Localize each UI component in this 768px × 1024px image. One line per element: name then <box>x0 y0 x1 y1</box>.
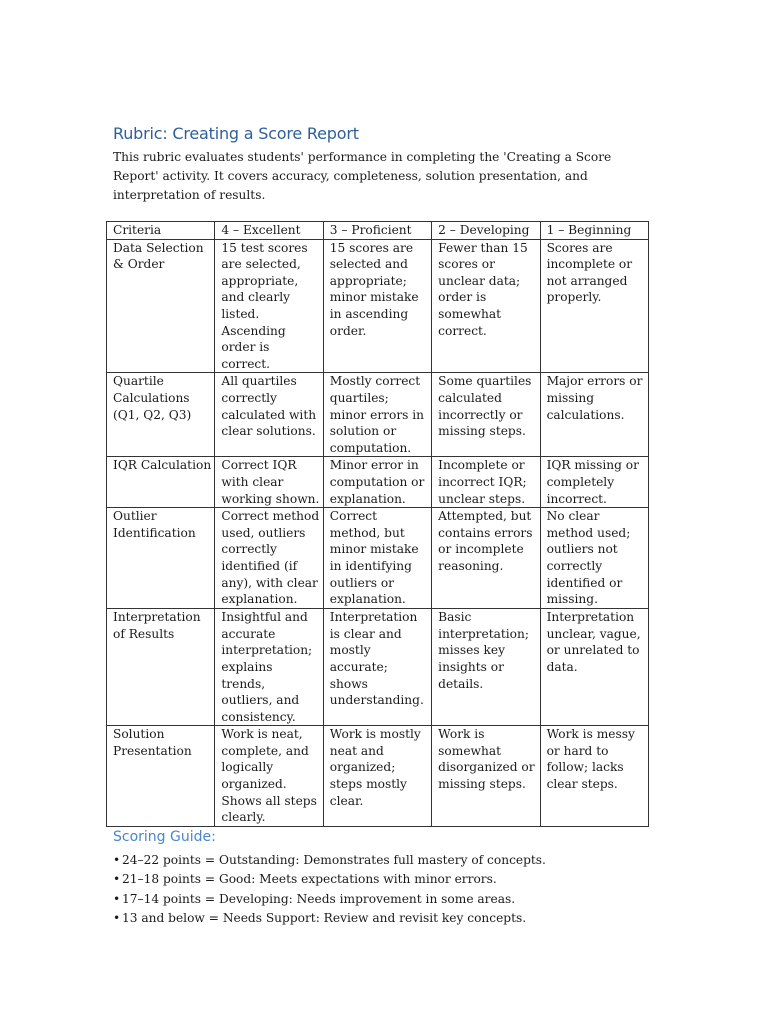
developing-cell: Basic interpretation; misses key insights or details. <box>432 609 540 726</box>
proficient-cell: Correct method, but minor mistake in identifying outliers or explanation. <box>323 508 431 609</box>
table-row <box>107 457 649 508</box>
document-intro: This rubric evaluates students' performance in completing the 'Creating a Score Report' activity. It covers accuracy, completeness, solution presentation, and interpretation of results. <box>113 150 612 202</box>
rubric-table <box>106 221 649 827</box>
criteria-cell: Quartile Calculations (Q1, Q2, Q3) <box>107 373 215 457</box>
beginning-cell: No clear method used; outliers not correctly identified or missing. <box>540 508 648 609</box>
document-title: Rubric: Creating a Score Report <box>113 124 359 143</box>
excellent-cell: Correct IQR with clear working shown. <box>215 457 323 508</box>
scoring-guide-list <box>113 851 673 928</box>
table-row <box>107 726 649 827</box>
proficient-cell: Work is mostly neat and organized; steps mostly clear. <box>323 726 431 827</box>
excellent-cell: Work is neat, complete, and logically organized. Shows all steps clearly. <box>215 726 323 827</box>
list-item: • 21–18 points = Good: Meets expectations with minor errors. <box>113 870 673 889</box>
table-row <box>107 508 649 609</box>
list-item: • 17–14 points = Developing: Needs improvement in some areas. <box>113 890 673 909</box>
proficient-cell: Interpretation is clear and mostly accurate; shows understanding. <box>323 609 431 726</box>
developing-cell: Incomplete or incorrect IQR; unclear steps. <box>432 457 540 508</box>
beginning-cell: IQR missing or completely incorrect. <box>540 457 648 508</box>
beginning-cell: Work is messy or hard to follow; lacks clear steps. <box>540 726 648 827</box>
list-item: • 13 and below = Needs Support: Review and revisit key concepts. <box>113 909 673 928</box>
developing-cell: Fewer than 15 scores or unclear data; order is somewhat correct. <box>432 239 540 373</box>
table-row <box>107 239 649 373</box>
scoring-guide-heading: Scoring Guide: <box>113 829 216 845</box>
developing-cell: Attempted, but contains errors or incomplete reasoning. <box>432 508 540 609</box>
criteria-cell: Data Selection & Order <box>107 239 215 373</box>
header-proficient: 3 – Proficient <box>323 222 431 240</box>
developing-cell: Work is somewhat disorganized or missing steps. <box>432 726 540 827</box>
list-item: • 24–22 points = Outstanding: Demonstrates full mastery of concepts. <box>113 851 673 870</box>
criteria-cell: Outlier Identification <box>107 508 215 609</box>
header-developing: 2 – Developing <box>432 222 540 240</box>
beginning-cell: Interpretation unclear, vague, or unrelated to data. <box>540 609 648 726</box>
header-excellent: 4 – Excellent <box>215 222 323 240</box>
criteria-cell: IQR Calculation <box>107 457 215 508</box>
excellent-cell: All quartiles correctly calculated with clear solutions. <box>215 373 323 457</box>
excellent-cell: 15 test scores are selected, appropriate, and clearly listed. Ascending order is correct. <box>215 239 323 373</box>
table-row <box>107 373 649 457</box>
header-criteria: Criteria <box>107 222 215 240</box>
beginning-cell: Scores are incomplete or not arranged properly. <box>540 239 648 373</box>
table-row <box>107 609 649 726</box>
criteria-cell: Solution Presentation <box>107 726 215 827</box>
proficient-cell: Mostly correct quartiles; minor errors in solution or computation. <box>323 373 431 457</box>
criteria-cell: Interpretation of Results <box>107 609 215 726</box>
beginning-cell: Major errors or missing calculations. <box>540 373 648 457</box>
developing-cell: Some quartiles calculated incorrectly or missing steps. <box>432 373 540 457</box>
proficient-cell: Minor error in computation or explanation. <box>323 457 431 508</box>
excellent-cell: Correct method used, outliers correctly identified (if any), with clear explanation. <box>215 508 323 609</box>
rubric-header-row <box>107 222 649 240</box>
proficient-cell: 15 scores are selected and appropriate; minor mistake in ascending order. <box>323 239 431 373</box>
excellent-cell: Insightful and accurate interpretation; explains trends, outliers, and consistency. <box>215 609 323 726</box>
header-beginning: 1 – Beginning <box>540 222 648 240</box>
